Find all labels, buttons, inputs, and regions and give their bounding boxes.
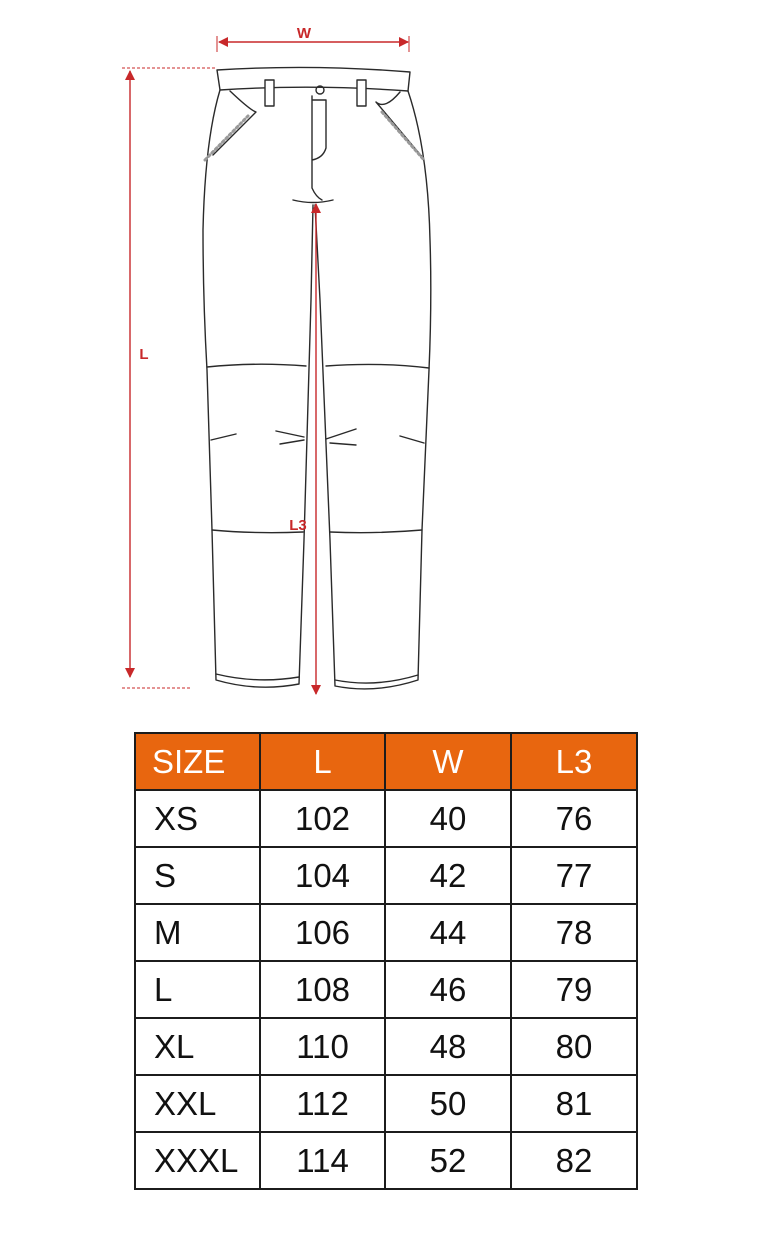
reflective-trim-left <box>205 116 248 160</box>
l-cell: 110 <box>260 1018 385 1075</box>
table-header-row <box>135 733 637 790</box>
knee-darts-left <box>211 431 304 444</box>
crotch-seam <box>293 200 333 203</box>
size-cell: XXXL <box>135 1132 260 1189</box>
table-row <box>135 847 637 904</box>
l-cell: 106 <box>260 904 385 961</box>
table-row <box>135 1132 637 1189</box>
l-cell: 114 <box>260 1132 385 1189</box>
l3-label: L3 <box>289 517 307 534</box>
w-cell: 46 <box>385 961 511 1018</box>
reflective-trim-right <box>382 112 424 160</box>
size-table <box>134 732 638 1190</box>
right-leg-outline <box>315 91 431 689</box>
size-cell: XS <box>135 790 260 847</box>
w-cell: 42 <box>385 847 511 904</box>
knee-darts-right <box>326 429 424 445</box>
table-row <box>135 904 637 961</box>
l3-cell: 80 <box>511 1018 637 1075</box>
size-cell: L <box>135 961 260 1018</box>
hem-left <box>216 674 299 680</box>
belt-loop-right <box>357 80 366 106</box>
l3-cell: 82 <box>511 1132 637 1189</box>
hem-right <box>335 675 418 683</box>
size-cell: XL <box>135 1018 260 1075</box>
table-row <box>135 1018 637 1075</box>
knee-panel-right <box>326 364 429 532</box>
pocket-right <box>376 92 423 158</box>
w-cell: 44 <box>385 904 511 961</box>
l3-cell: 79 <box>511 961 637 1018</box>
fly <box>312 96 326 200</box>
left-leg-outline <box>203 90 313 687</box>
pants-outline <box>203 67 431 688</box>
table-row <box>135 790 637 847</box>
size-cell: XXL <box>135 1075 260 1132</box>
size-cell: M <box>135 904 260 961</box>
w-cell: 40 <box>385 790 511 847</box>
l3-cell: 77 <box>511 847 637 904</box>
l3-cell: 76 <box>511 790 637 847</box>
knee-panel-left <box>207 364 306 532</box>
w-cell: 48 <box>385 1018 511 1075</box>
size-cell: S <box>135 847 260 904</box>
l3-cell: 78 <box>511 904 637 961</box>
table-row <box>135 961 637 1018</box>
header-l: L <box>260 733 385 790</box>
l-cell: 108 <box>260 961 385 1018</box>
table-row <box>135 1075 637 1132</box>
w-cell: 50 <box>385 1075 511 1132</box>
belt-loop-left <box>265 80 274 106</box>
l-cell: 112 <box>260 1075 385 1132</box>
header-l3: L3 <box>511 733 637 790</box>
l-cell: 102 <box>260 790 385 847</box>
header-w: W <box>385 733 511 790</box>
w-label: W <box>296 25 312 42</box>
l-label: L <box>139 346 149 363</box>
header-size: SIZE <box>135 733 260 790</box>
w-cell: 52 <box>385 1132 511 1189</box>
l3-cell: 81 <box>511 1075 637 1132</box>
l-cell: 104 <box>260 847 385 904</box>
waistband <box>217 67 410 91</box>
